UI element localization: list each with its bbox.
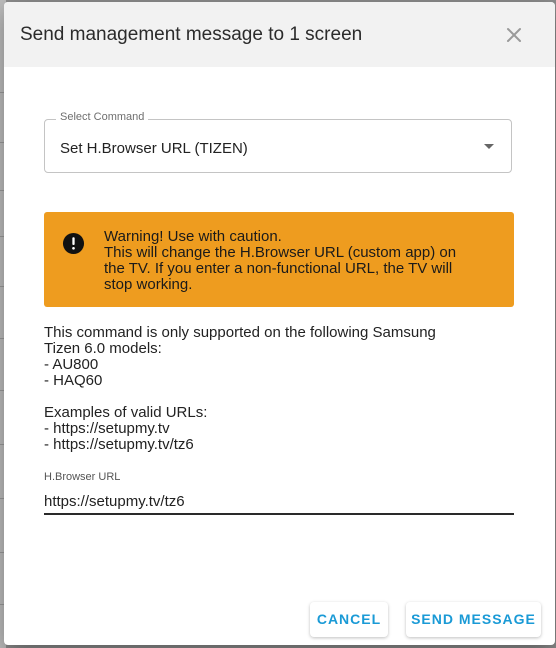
hbrowser-url-label: H.Browser URL xyxy=(44,471,121,483)
supported-model: - AU800 xyxy=(44,356,99,373)
warning-line: This will change the H.Browser URL (custom app) on xyxy=(104,244,457,261)
select-command-value: Set H.Browser URL (TIZEN) xyxy=(60,140,248,157)
close-button[interactable] xyxy=(503,24,525,46)
warning-line: stop working. xyxy=(104,276,193,293)
dialog-title: Send management message to 1 screen xyxy=(20,24,363,45)
cancel-button[interactable]: CANCEL xyxy=(310,602,388,637)
send-message-button[interactable]: SEND MESSAGE xyxy=(406,602,541,637)
support-line: Tizen 6.0 models: xyxy=(44,340,162,357)
warning-text xyxy=(104,229,504,293)
dropdown-arrow-icon xyxy=(484,144,494,149)
dialog-header xyxy=(4,2,555,67)
supported-model: - HAQ60 xyxy=(44,372,103,389)
select-command-label: Select Command xyxy=(56,111,148,123)
examples-heading: Examples of valid URLs: xyxy=(44,404,208,421)
exclamation-circle-icon xyxy=(62,232,85,255)
warning-banner xyxy=(44,212,514,307)
hbrowser-url-input[interactable] xyxy=(44,489,514,515)
warning-line: Warning! Use with caution. xyxy=(104,228,282,245)
warning-line: the TV. If you enter a non-functional URL, the TV will xyxy=(104,260,453,277)
management-message-dialog xyxy=(4,2,555,645)
command-info xyxy=(44,325,514,453)
example-url: - https://setupmy.tv/tz6 xyxy=(44,436,194,453)
support-line: This command is only supported on the following Samsung xyxy=(44,324,436,341)
close-icon xyxy=(503,24,525,46)
select-command-dropdown[interactable] xyxy=(44,111,512,173)
hbrowser-url-field xyxy=(44,471,514,517)
example-url: - https://setupmy.tv xyxy=(44,420,170,437)
